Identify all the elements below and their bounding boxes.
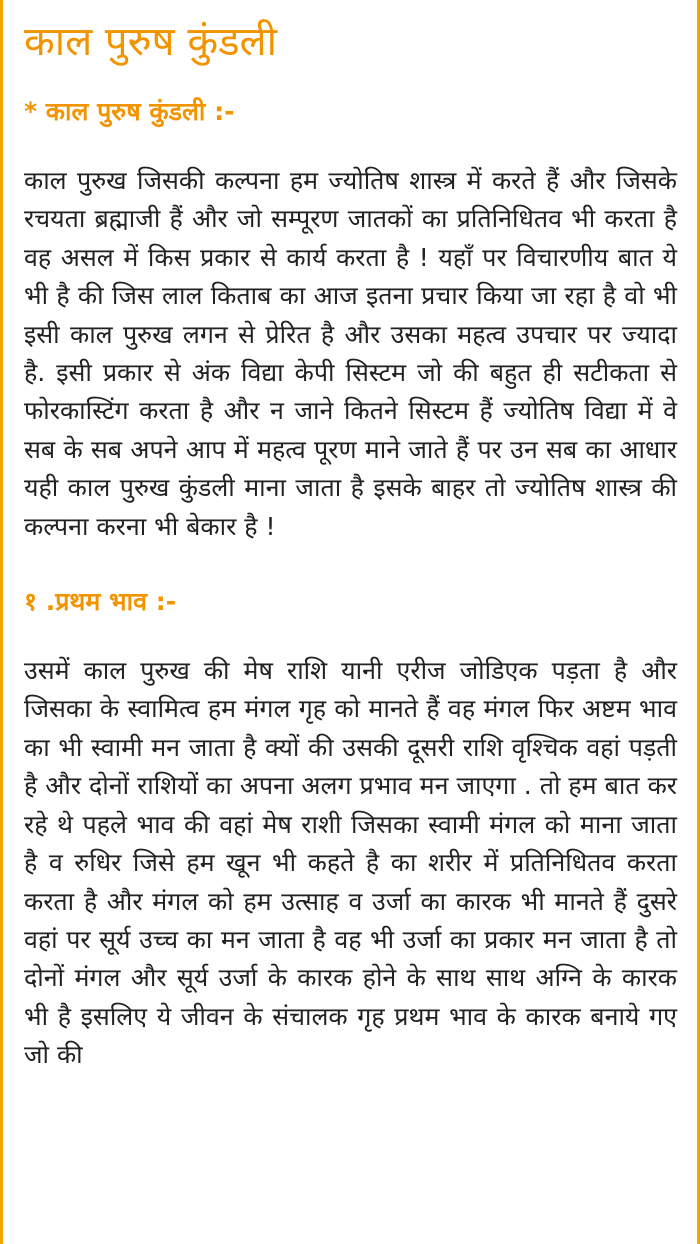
page-title: काल पुरुष कुंडली: [24, 19, 277, 65]
paragraph-kaal-purush: काल पुरुख जिसकी कल्पना हम ज्योतिष शास्त्र में करते हैं और जिसके रचयता ब्रह्माजी हैं और जो सम्पूरण जातकों का प्रतिनिधितव भी करता है वह असल में किस प्रकार से कार्य करता है ! यहाँ पर विचारणीय बात ये भी है की जिस लाल किताब का आज इतना प्रचार किया जा रहा है वो भी इसी काल पुरुख लगन से प्रेरित है और उसका महत्व उपचार पर ज्यादा है. इसी प्रकार से अंक विद्या केपी सिस्टम जो की बहुत ही सटीकता से फोरकास्टिंग करता है और न जाने कितने सिस्टम हैं ज्योतिष विद्या में वे सब के सब अपने आप में महत्व पूरण माने जाते हैं पर उन सब का आधार यही काल पुरुख कुंडली माना जाता है इसके बाहर तो ज्योतिष शास्त्र की कल्पना करना भी बेकार है !: [24, 166, 677, 541]
section-heading-pratham-bhav: १ .प्रथम भाव :-: [24, 587, 177, 617]
paragraph-pratham-bhav: उसमें काल पुरुख की मेष राशि यानी एरीज जोडिएक पड़ता है और जिसका के स्वामित्व हम मंगल गृह को मानते हैं वह मंगल फिर अष्टम भाव का भी स्वामी मन जाता है क्यों की उसकी दूसरी राशि वृश्चिक वहां पड़ती है और दोनों राशियों का अपना अलग प्रभाव मन जाएगा . तो हम बात कर रहे थे पहले भाव की वहां मेष राशी जिसका स्वामी मंगल को माना जाता है व रुधिर जिसे हम खून भी कहते है का शरीर में प्रतिनिधितव करता करता है और मंगल को हम उत्साह व उर्जा का कारक भी मानते हैं दुसरे वहां पर सूर्य उच्च का मन जाता है वह भी उर्जा का प्रकार मन जाता है तो दोनों मंगल और सूर्य उर्जा के कारक होने के साथ साथ अग्नि के कारक भी है इसलिए ये जीवन के संचालक गृह प्रथम भाव के कारक बनाये गए जो की: [24, 656, 677, 1070]
document-content[interactable]: [3, 0, 697, 1075]
section-heading-kaal-purush: * काल पुरुष कुंडली :-: [24, 97, 235, 126]
